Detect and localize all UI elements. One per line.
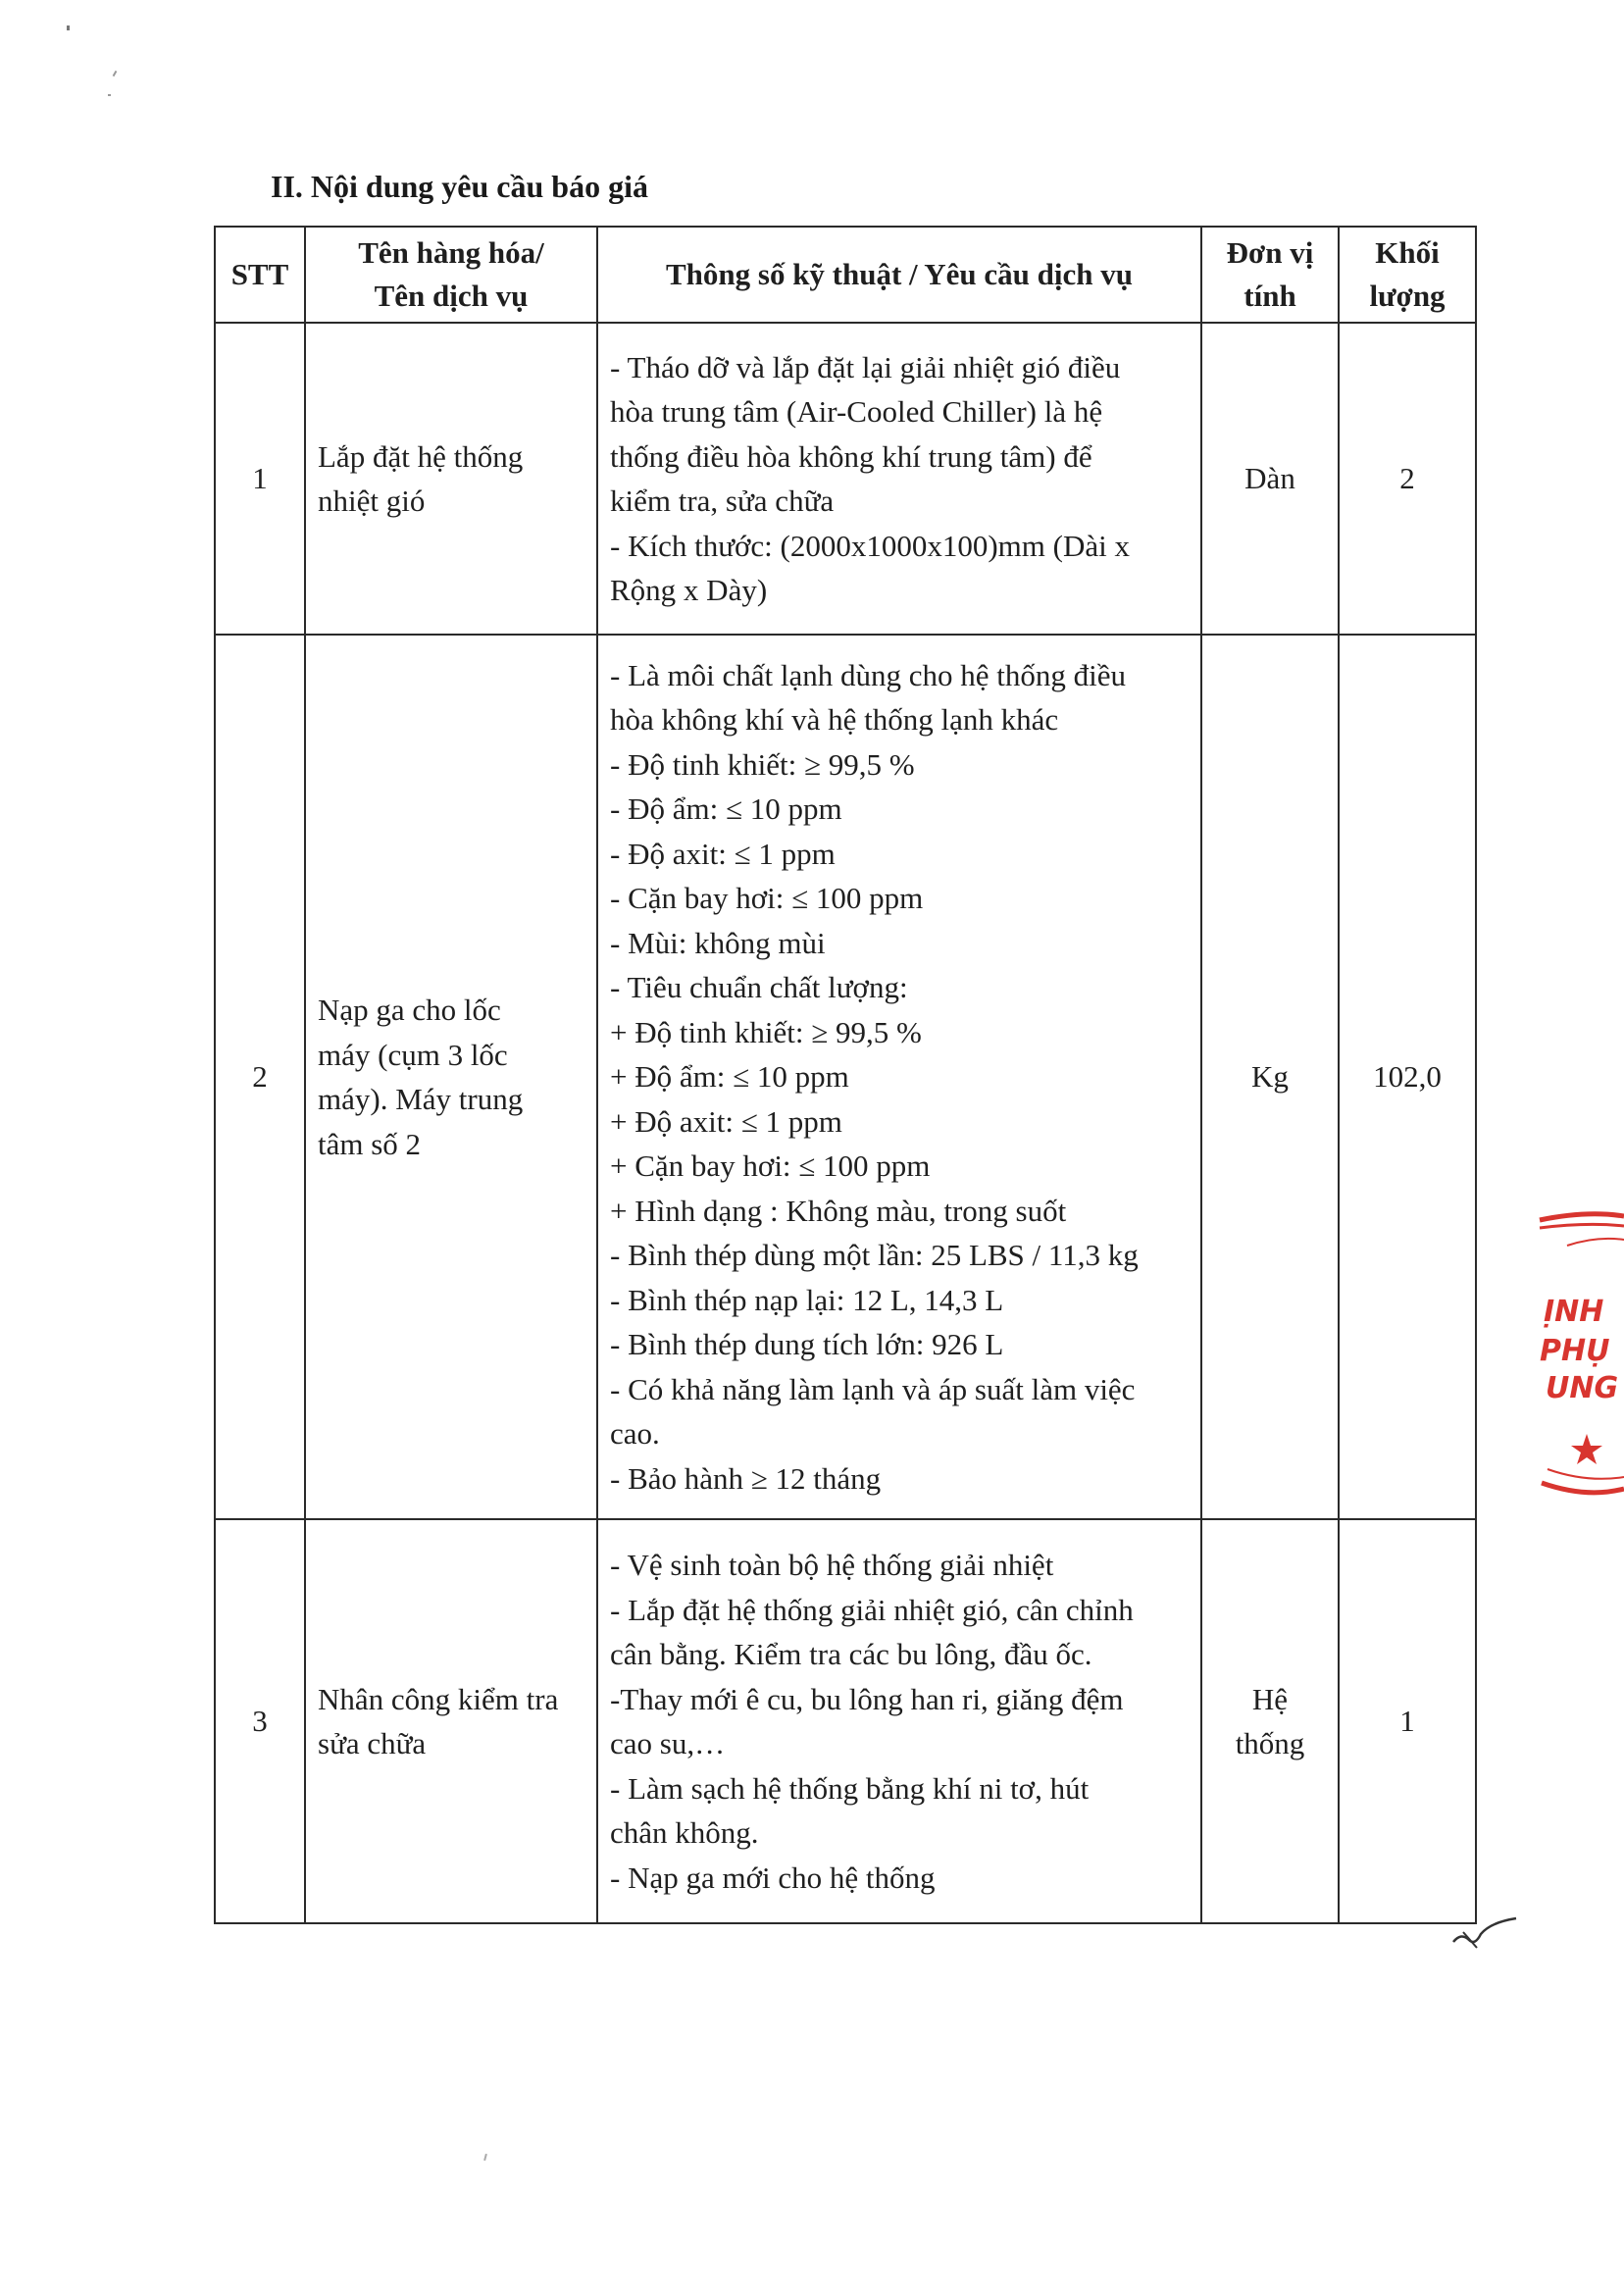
row-unit: Kg <box>1201 635 1339 1519</box>
table-row <box>215 323 1476 635</box>
row-specification: - Tháo dỡ và lắp đặt lại giải nhiệt gió điều hòa trung tâm (Air-Cooled Chiller) là hệ thống điều hòa không khí trung tâm) để kiểm tra, sửa chữa - Kích thước: (2000x1000x100)mm (Dài x Rộng x Dày) <box>597 323 1201 635</box>
row-specification: - Là môi chất lạnh dùng cho hệ thống điều hòa không khí và hệ thống lạnh khác - Độ tinh khiết: ≥ 99,5 % - Độ ẩm: ≤ 10 ppm - Độ axit: ≤ 1 ppm - Cặn bay hơi: ≤ 100 ppm - Mùi: không mùi - Tiêu chuẩn chất lượng: + Độ tinh khiết: ≥ 99,5 % + Độ ẩm: ≤ 10 ppm + Độ axit: ≤ 1 ppm + Cặn bay hơi: ≤ 100 ppm + Hình dạng : Không màu, trong suốt - Bình thép dùng một lần: 25 LBS / 11,3 kg - Bình thép nạp lại: 12 L, 14,3 L - Bình thép dung tích lớn: 926 L - Có khả năng làm lạnh và áp suất làm việc cao. - Bảo hành ≥ 12 tháng <box>597 635 1201 1519</box>
row-item-name: Nạp ga cho lốc máy (cụm 3 lốc máy). Máy trung tâm số 2 <box>305 635 597 1519</box>
scan-speck <box>113 71 118 76</box>
row-item-name: Lắp đặt hệ thống nhiệt gió <box>305 323 597 635</box>
table-row <box>215 635 1476 1519</box>
row-stt: 2 <box>215 635 305 1519</box>
row-unit: Hệ thống <box>1201 1519 1339 1923</box>
stamp-lettering: PHỤ <box>1540 1334 1610 1368</box>
scan-speck <box>483 2154 487 2161</box>
row-unit: Dàn <box>1201 323 1339 635</box>
row-item-name: Nhân công kiểm tra sửa chữa <box>305 1519 597 1923</box>
table-row <box>215 1519 1476 1923</box>
section-title: II. Nội dung yêu cầu báo giá <box>271 169 648 204</box>
quotation-table <box>214 226 1477 1924</box>
header-quantity: Khối lượng <box>1339 227 1476 323</box>
row-quantity: 102,0 <box>1339 635 1476 1519</box>
signature-initial-icon <box>1451 1912 1520 1952</box>
row-stt: 3 <box>215 1519 305 1923</box>
row-specification: - Vệ sinh toàn bộ hệ thống giải nhiệt - Lắp đặt hệ thống giải nhiệt gió, cân chỉnh cân bằng. Kiểm tra các bu lông, đầu ốc. -Thay mới ê cu, bu lông han ri, giăng đệm cao su,… - Làm sạch hệ thống bằng khí ni tơ, hút chân không. - Nạp ga mới cho hệ thống <box>597 1519 1201 1923</box>
red-stamp-fragment <box>1538 1206 1624 1510</box>
header-item-name: Tên hàng hóa/ Tên dịch vụ <box>305 227 597 323</box>
scan-speck <box>108 94 111 96</box>
header-stt: STT <box>215 227 305 323</box>
row-quantity: 2 <box>1339 323 1476 635</box>
header-unit: Đơn vị tính <box>1201 227 1339 323</box>
stamp-lettering: UNG <box>1546 1371 1619 1405</box>
row-quantity: 1 <box>1339 1519 1476 1923</box>
table-header-row <box>215 227 1476 323</box>
stamp-lettering: ỊNH <box>1544 1295 1604 1329</box>
row-stt: 1 <box>215 323 305 635</box>
header-specification: Thông số kỹ thuật / Yêu cầu dịch vụ <box>597 227 1201 323</box>
scan-speck <box>67 25 70 30</box>
